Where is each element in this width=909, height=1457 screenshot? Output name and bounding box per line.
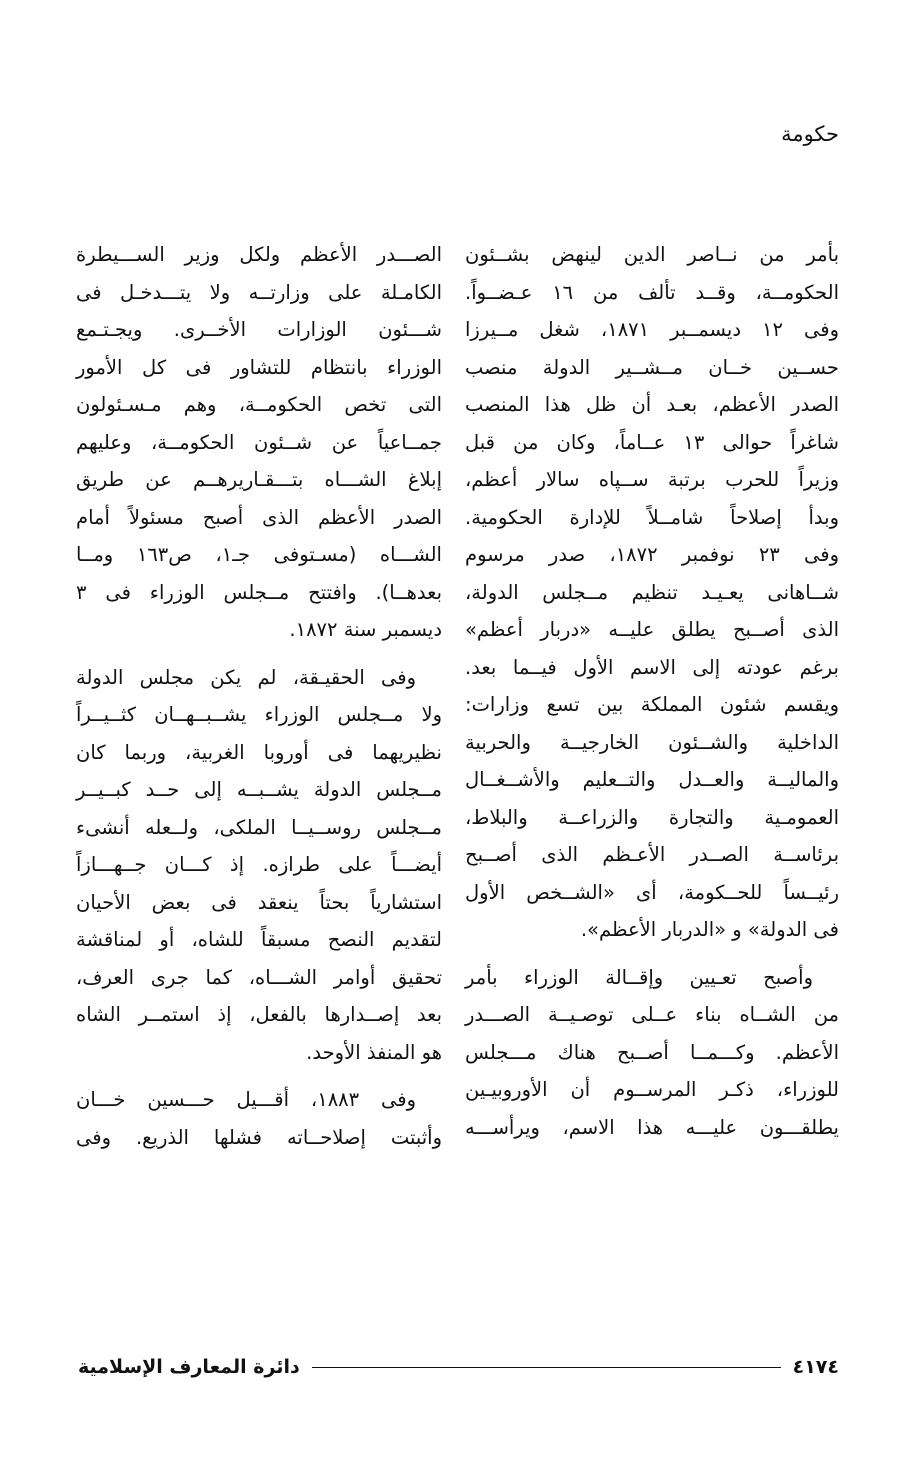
page-footer <box>78 1352 839 1382</box>
paragraph <box>76 659 442 1072</box>
text-line: وفى ١٢ ديسمــبر ١٨٧١، شغل مــيرزا <box>465 318 839 341</box>
text-line: فى الدولة» و «الدربار الأعظم». <box>580 918 839 941</box>
text-line: شــاهانى يعـيـد تنظيم مــجلس الدولة، <box>465 580 839 604</box>
text-line: الأعظم. وكـــمــا أصــبح هناك مـــجلس <box>465 1040 839 1064</box>
text-line: للوزراء، ذكـر المرســوم أن الأوروبيـين <box>465 1078 839 1101</box>
paragraph <box>465 236 839 949</box>
text-line: شاغراً حوالى ١٣ عــاماً، وكان من قبل <box>465 430 840 454</box>
text-line: برغم عودته إلى الاسم الأول فيــما بعد. <box>465 655 839 679</box>
text-line: بعدهــا). وافتتح مــجلس الوزراء فى ٣ <box>76 580 442 604</box>
text-line: هو المنفذ الأوحد. <box>306 1040 442 1064</box>
text-line: تحقيق أوامر الشـــاه، كما جرى العرف، <box>76 965 442 989</box>
text-line: الصـــدر الأعظم ولكل وزير الســـيطرة <box>76 243 442 266</box>
text-line: بعد إصــدارها بالفعل، إذ استمــر الشاه <box>76 1003 442 1026</box>
text-line: وزيراً للحرب برتبة ســپاه سالار أعظم، <box>465 468 839 491</box>
text-line: الصدر الأعظم الذى أصبح مسئولاً أمام <box>76 505 442 529</box>
text-line: جمــاعياً عن شــئون الحكومــة، وعليهم <box>76 430 442 454</box>
text-line: وفى ٢٣ نوفمبر ١٨٧٢، صدر مرسوم <box>465 543 839 566</box>
publication-title: دائرة المعارف الإسلامية <box>78 1356 300 1378</box>
text-line: ديسمبر سنة ١٨٧٢. <box>289 618 442 641</box>
text-line: الصدر الأعظم، بعـد أن ظل هذا المنصب <box>465 393 839 416</box>
paragraph <box>76 236 442 649</box>
text-line: وأثبتت إصلاحــاته فشلها الذريع. وفى <box>76 1125 442 1149</box>
paragraph <box>465 959 839 1147</box>
left-column <box>76 236 442 1166</box>
text-line: العمومـية والتجارة والزراعــة والبلاط، <box>465 805 839 829</box>
text-line: حســين خــان مــشــير الدولة منصب <box>465 355 839 379</box>
right-column <box>465 236 839 1156</box>
text-line: الشـــاه (مسـتوفى جـ١، ص١٦٣ ومــا <box>76 543 442 566</box>
text-line: الذى أصــبح يطلق عليــه «دربار أعظم» <box>465 618 839 641</box>
text-line: والماليــة والعــدل والتــعليم والأشــغــال <box>465 768 839 791</box>
text-line: وأصبح تعـيين وإقــالة الوزراء بأمر <box>465 965 813 989</box>
text-line: الداخلية والشــئون الخارجيــة والحربية <box>465 730 839 754</box>
text-line: أيضـــاً على طرازه. إذ كـــان جــهـــازاً <box>76 853 442 876</box>
text-line: برئاســة الصــدر الأعـظم الذى أصــبح <box>465 843 839 866</box>
text-line: وبدأ إصلاحاً شامــلاً للإدارة الحكومية. <box>465 505 839 529</box>
text-line: يطلقـــون عليـــه هذا الاسم، ويرأســـه <box>465 1115 839 1139</box>
text-line: وفى ١٨٨٣، أقـــيل حـــسين خـــان <box>76 1088 416 1111</box>
footer-rule <box>312 1367 781 1368</box>
text-line: التى تخص الحكومــة، وهم مـسـئولون <box>76 393 442 416</box>
text-line: لتقديم النصح مسبقاً للشاه، أو لمناقشة <box>76 928 442 951</box>
text-line: شـــئون الوزارات الأخــرى. ويجـتـمع <box>76 318 442 341</box>
text-line: الكامـلة على وزارتــه ولا يتـــدخـل فى <box>76 280 442 304</box>
text-line: من الشــاه بناء عــلى توصـيــة الصـــدر <box>465 1003 839 1026</box>
text-line: الوزراء بانتظام للتشاور فى كل الأمور <box>76 355 442 379</box>
text-line: ولا مــجلس الوزراء يشــبــهــان كثــيــراً <box>76 703 442 726</box>
text-line: الحكومــة، وقــد تألف من ١٦ عـضــواً. <box>465 280 840 304</box>
text-line: مــجلس الدولة يشــبــه إلى حــد كبــيــر <box>76 778 442 801</box>
running-header: حكومة <box>781 122 839 146</box>
text-line: رئيــساً للحــكومة، أى «الشــخص الأول <box>465 880 839 904</box>
text-line: إبلاغ الشـــاه بتـــقـاريرهــم عن طريق <box>76 468 442 491</box>
text-line: نظيريهما فى أوروبا الغربية، وربما كان <box>76 740 442 764</box>
text-line: استشارياً بحتاً ينعقد فى بعض الأحيان <box>76 890 442 914</box>
paragraph <box>76 1081 442 1156</box>
text-line: ويقسم شئون المملكة بين تسع وزارات: <box>465 693 839 716</box>
page-number: ٤١٧٤ <box>792 1356 839 1378</box>
text-line: وفى الحقيـقة، لم يكن مجلس الدولة <box>76 665 416 689</box>
text-line: بأمر من نــاصر الدين لينهض بشــئون <box>465 243 839 266</box>
text-line: مــجلس روســيــا الملكى، ولــعله أنشىء <box>76 815 442 839</box>
